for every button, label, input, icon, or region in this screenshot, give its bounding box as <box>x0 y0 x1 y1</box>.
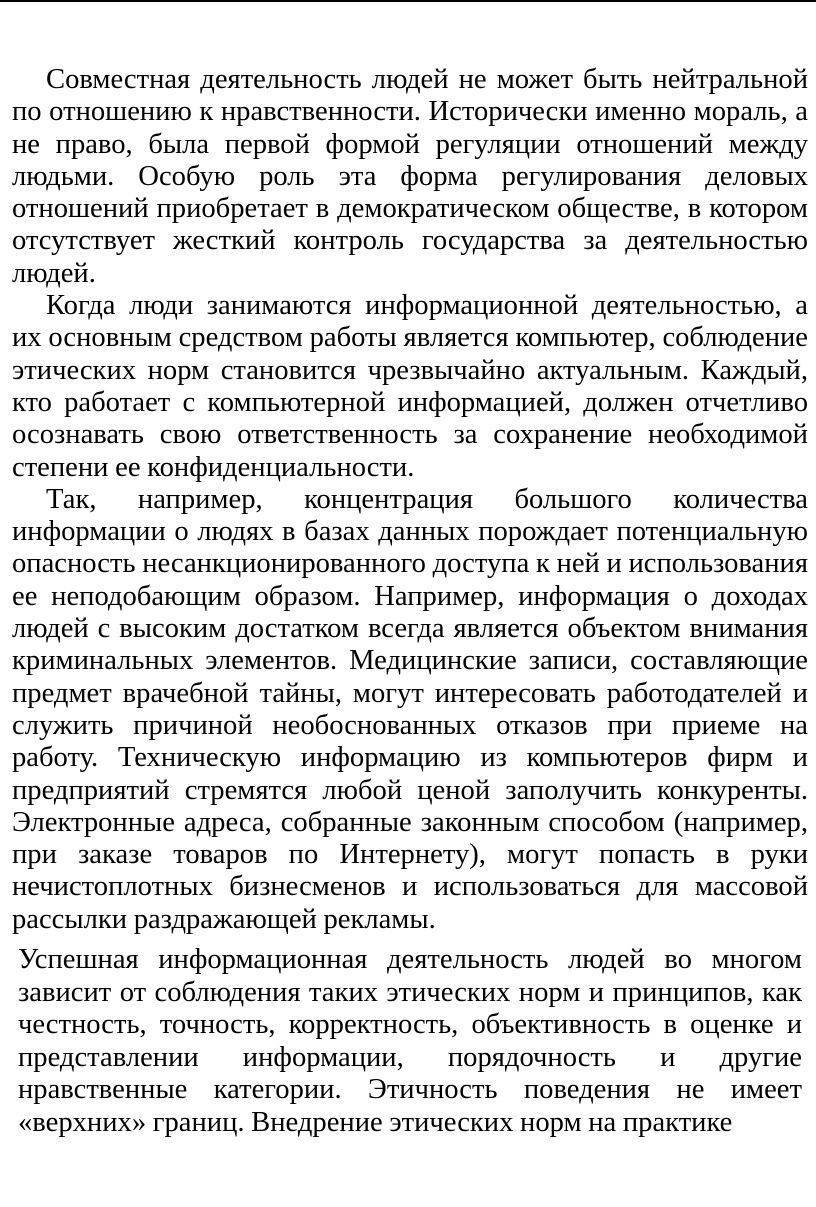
paragraph-2: Когда люди занимаются информационной деятельностью, а их основным средством работы является компьютер, соблюдение этических норм становится чрезвычайно актуальным. Каждый, кто работает с компьютерной информацией, должен отчетливо осознавать свою ответственность за сохранение необходимой степени ее конфиденциальности. <box>12 290 808 483</box>
paragraph-3: Так, например, концентрация большого количества информации о людях в базах данных порождает потенциальную опасность несанкционированного доступа к ней и использования ее неподобающим образом. Например, информация о доходах людей с высоким достатком всегда является объектом внимания криминальных элементов. Медицинские записи, составляющие предмет врачебной тайны, могут интересовать работодателей и служить причиной необоснованных отказов при приеме на работу. Техническую информацию из компьютеров фирм и предприятий стремятся любой ценой заполучить конкуренты. Электронные адреса, собранные законным способом (например, при заказе товаров по Интернету), могут попасть в руки нечистоплотных бизнесменов и использоваться для массовой рассылки раздражающей рекламы. <box>12 483 808 935</box>
paragraph-4: Успешная информационная деятельность людей во многом зависит от соблюдения таких этических норм и принципов, как честность, точность, корректность, объективность в оценке и представлении информации, порядочность и другие нравственные категории. Этичность поведения не имеет «верхних» границ. Внедрение этических норм на практике <box>18 944 802 1138</box>
document-body <box>12 64 808 1140</box>
paragraph-1: Совместная деятельность людей не может быть нейтральной по отношению к нравственности. Исторически именно мораль, а не право, была первой формой регуляции отношений между людьми. Особую роль эта форма регулирования деловых отношений приобретает в демократическом обществе, в котором отсутствует жесткий контроль государства за деятельностью людей. <box>12 64 808 289</box>
top-border-line <box>0 0 816 2</box>
